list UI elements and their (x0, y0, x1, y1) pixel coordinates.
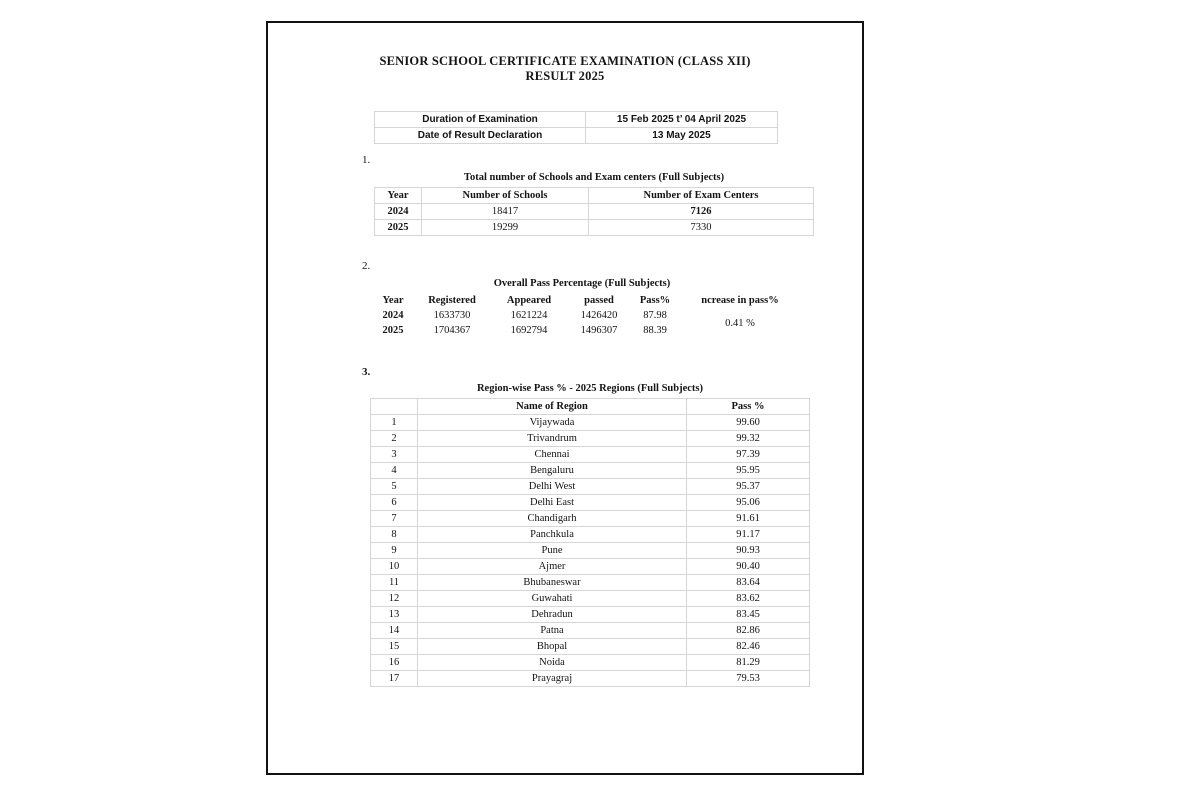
col-header (371, 399, 418, 415)
cell-pass-percent: 90.40 (687, 559, 810, 575)
cell-region-name: Bhopal (418, 639, 687, 655)
schools-centers-table (374, 187, 814, 236)
table-row (372, 308, 800, 323)
col-header: Pass % (687, 399, 810, 415)
col-header: Year (375, 188, 422, 204)
table-header-row (372, 293, 800, 308)
cell-region-name: Delhi West (418, 479, 687, 495)
cell-serial: 6 (371, 495, 418, 511)
col-header: Pass% (639, 295, 671, 306)
exam-info-table (374, 111, 778, 144)
table-row (371, 623, 810, 639)
cell-centers: 7330 (589, 220, 814, 236)
cell-pass-percent: 87.98 (643, 310, 667, 321)
cell-region-name: Prayagraj (418, 671, 687, 687)
col-header: Number of Schools (422, 188, 589, 204)
cell-region-name: Delhi East (418, 495, 687, 511)
table-row (371, 671, 810, 687)
cell-region-name: Dehradun (418, 607, 687, 623)
cell-year: 2024 (375, 204, 422, 220)
table-row (371, 591, 810, 607)
result-document (266, 21, 864, 775)
cell-region-name: Panchkula (418, 527, 687, 543)
table-row (371, 639, 810, 655)
cell-serial: 11 (371, 575, 418, 591)
cell-pass-percent: 88.39 (643, 325, 667, 336)
cell-serial: 15 (371, 639, 418, 655)
document-title-line2: RESULT 2025 (525, 69, 605, 83)
section-number-2: 2. (362, 260, 371, 272)
cell-region-name: Noida (418, 655, 687, 671)
cell-registered: 1633730 (433, 310, 471, 321)
region-pass-table (370, 398, 810, 687)
cell-registered: 1704367 (433, 325, 471, 336)
info-value: 13 May 2025 (586, 128, 778, 144)
cell-serial: 4 (371, 463, 418, 479)
col-header: Year (382, 295, 404, 306)
cell-pass-percent: 90.93 (687, 543, 810, 559)
table-row (371, 559, 810, 575)
cell-serial: 14 (371, 623, 418, 639)
table-row (371, 607, 810, 623)
cell-serial: 1 (371, 415, 418, 431)
cell-pass-percent: 95.06 (687, 495, 810, 511)
info-label: Date of Result Declaration (375, 128, 586, 144)
table-row (375, 220, 814, 236)
cell-pass-percent: 83.45 (687, 607, 810, 623)
cell-region-name: Chennai (418, 447, 687, 463)
cell-serial: 10 (371, 559, 418, 575)
cell-serial: 2 (371, 431, 418, 447)
table-row (371, 495, 810, 511)
cell-increase: 0.41 % (725, 317, 755, 329)
cell-region-name: Pune (418, 543, 687, 559)
cell-serial: 8 (371, 527, 418, 543)
table-row (371, 479, 810, 495)
table-header-row (375, 188, 814, 204)
cell-serial: 5 (371, 479, 418, 495)
cell-serial: 17 (371, 671, 418, 687)
info-label: Duration of Examination (375, 112, 586, 128)
cell-pass-percent: 95.37 (687, 479, 810, 495)
table-row (371, 575, 810, 591)
info-row-declaration (375, 128, 778, 144)
cell-pass-percent: 81.29 (687, 655, 810, 671)
cell-pass-percent: 95.95 (687, 463, 810, 479)
cell-appeared: 1692794 (510, 325, 548, 336)
info-value: 15 Feb 2025 t’ 04 April 2025 (586, 112, 778, 128)
pass-percentage-table (372, 293, 800, 338)
table-row (375, 204, 814, 220)
cell-pass-percent: 99.60 (687, 415, 810, 431)
cell-pass-percent: 79.53 (687, 671, 810, 687)
table-row (371, 463, 810, 479)
cell-serial: 16 (371, 655, 418, 671)
table-row (371, 447, 810, 463)
col-header: passed (584, 295, 614, 306)
cell-pass-percent: 99.32 (687, 431, 810, 447)
cell-schools: 19299 (422, 220, 589, 236)
section1-title: Total number of Schools and Exam centers (Full Subjects) (463, 172, 725, 183)
cell-passed: 1496307 (580, 325, 618, 336)
cell-region-name: Patna (418, 623, 687, 639)
table-row (371, 543, 810, 559)
cell-pass-percent: 83.62 (687, 591, 810, 607)
col-header: Appeared (506, 295, 552, 306)
cell-year: 2024 (382, 310, 404, 321)
section3-title: Region-wise Pass % - 2025 Regions (Full Subjects) (476, 383, 704, 394)
col-header: ncrease in pass% (701, 295, 779, 306)
cell-year: 2025 (382, 325, 404, 336)
table-header-row (371, 399, 810, 415)
cell-region-name: Guwahati (418, 591, 687, 607)
table-row (371, 431, 810, 447)
cell-serial: 3 (371, 447, 418, 463)
cell-serial: 12 (371, 591, 418, 607)
col-header: Number of Exam Centers (589, 188, 814, 204)
cell-year: 2025 (375, 220, 422, 236)
cell-region-name: Trivandrum (418, 431, 687, 447)
cell-pass-percent: 83.64 (687, 575, 810, 591)
cell-region-name: Bengaluru (418, 463, 687, 479)
table-row (371, 655, 810, 671)
section-number-3: 3. (362, 366, 371, 378)
cell-region-name: Bhubaneswar (418, 575, 687, 591)
info-row-duration (375, 112, 778, 128)
table-row (371, 511, 810, 527)
cell-pass-percent: 91.61 (687, 511, 810, 527)
cell-centers: 7126 (589, 204, 814, 220)
cell-pass-percent: 97.39 (687, 447, 810, 463)
section2-title: Overall Pass Percentage (Full Subjects) (493, 278, 671, 289)
cell-schools: 18417 (422, 204, 589, 220)
cell-pass-percent: 82.86 (687, 623, 810, 639)
cell-serial: 9 (371, 543, 418, 559)
table-row (371, 527, 810, 543)
col-header: Name of Region (418, 399, 687, 415)
cell-appeared: 1621224 (510, 310, 548, 321)
cell-region-name: Ajmer (418, 559, 687, 575)
cell-serial: 13 (371, 607, 418, 623)
cell-region-name: Vijaywada (418, 415, 687, 431)
document-title-line1: SENIOR SCHOOL CERTIFICATE EXAMINATION (CLASS XII) (379, 54, 751, 68)
cell-pass-percent: 82.46 (687, 639, 810, 655)
cell-region-name: Chandigarh (418, 511, 687, 527)
cell-serial: 7 (371, 511, 418, 527)
cell-passed: 1426420 (580, 310, 618, 321)
section-number-1: 1. (362, 154, 371, 166)
table-row (371, 415, 810, 431)
cell-pass-percent: 91.17 (687, 527, 810, 543)
col-header: Registered (428, 295, 476, 306)
